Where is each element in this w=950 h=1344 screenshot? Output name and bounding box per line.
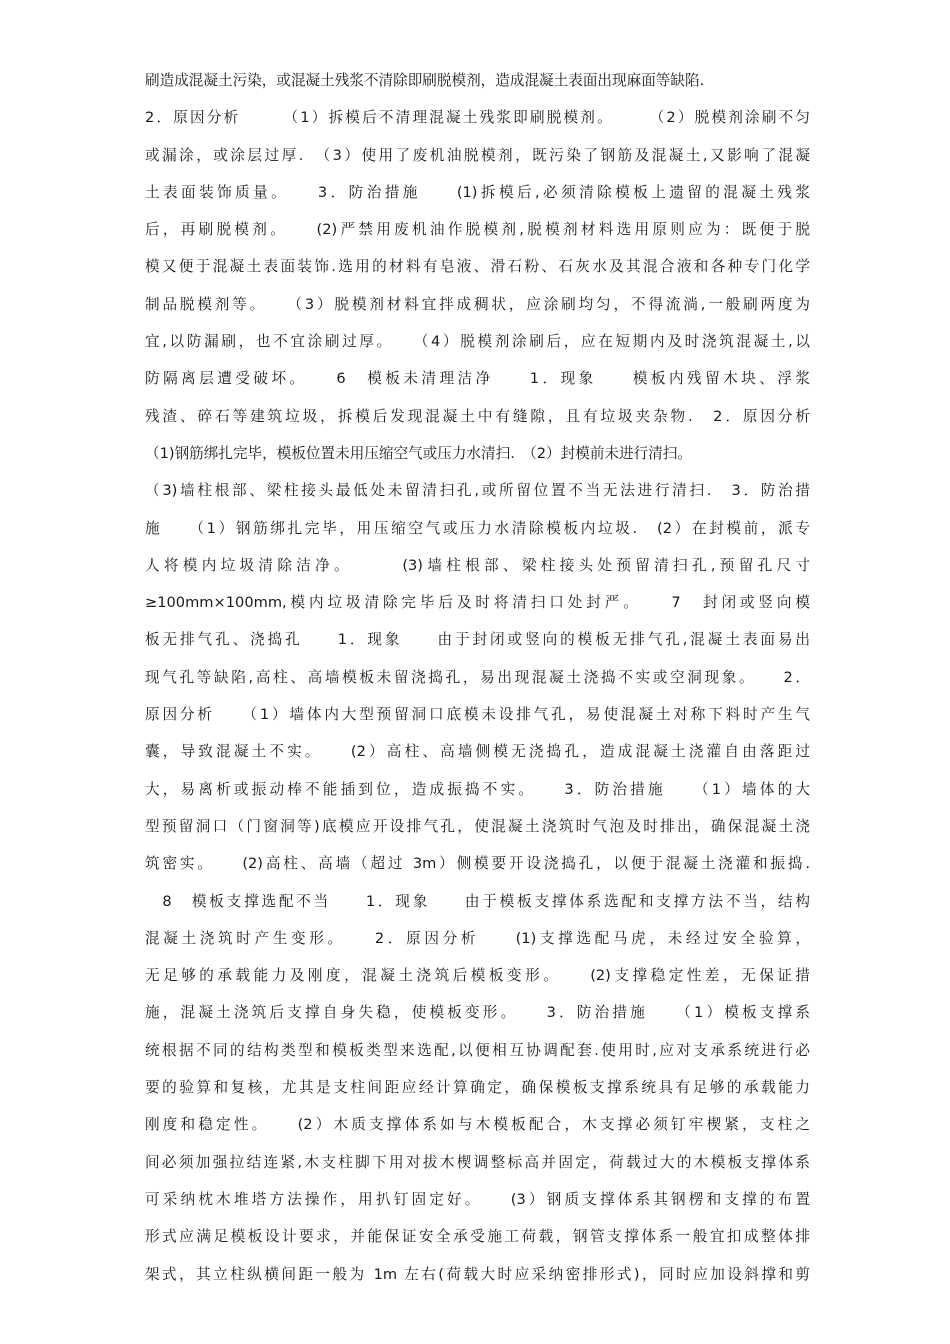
text-line: 可采纳枕木堆塔方法操作，用扒钉固定好。 (3）钢质支撑体系其钢楞和支撑的布置	[145, 1190, 810, 1208]
text-line: 筑密实。 (2)高柱、高墙（超过 3m）侧模要开设浇捣孔，以便于混凝土浇灌和振捣.	[145, 855, 810, 873]
text-line: 人将模内垃圾清除洁净。 (3)墙柱根部、梁柱接头处预留清扫孔,预留孔尺寸	[145, 556, 810, 574]
text-line: ≥100mm×100mm,模内垃圾清除完毕后及时将清扫口处封严。 7 封闭或竖向模	[145, 594, 810, 612]
text-line: 现气孔等缺陷,高柱、高墙模板未留浇捣孔，易出现混凝土浇捣不实或空洞现象。 2．	[145, 668, 810, 686]
body-text	[145, 62, 810, 1293]
text-line: 囊，导致混凝土不实。 (2）高柱、高墙侧模无浇捣孔，造成混凝土浇灌自由落距过	[145, 743, 810, 761]
text-line: （1)钢筋绑扎完毕，模板位置未用压缩空气或压力水清扫. （2）封模前未进行清扫。	[145, 444, 692, 462]
text-line: 宜,以防漏刷，也不宜涂刷过厚。 （4）脱模剂涂刷后，应在短期内及时浇筑混凝土,以	[145, 333, 810, 351]
text-line: 原因分析 （1）墙体内大型预留洞口底模未设排气孔，易使混凝土对称下料时产生气	[145, 706, 810, 724]
text-line: 架式，其立柱纵横间距一般为 1m 左右(荷载大时应采纳密排形式)，同时应加设斜撑和剪	[145, 1265, 810, 1283]
text-line: 2．原因分析 （1）拆模后不清理混凝土残浆即刷脱模剂。 （2）脱模剂涂刷不匀	[145, 109, 810, 127]
text-line: 无足够的承载能力及刚度，混凝土浇筑后模板变形。 (2)支撑稳定性差，无保证措	[145, 967, 810, 985]
text-line: 防隔离层遭受破坏。 6 模板未清理洁净 1．现象 模板内残留木块、浮浆	[145, 370, 810, 388]
text-line: 型预留洞口（门窗洞等)底模应开设排气孔，使混凝土浇筑时气泡及时排出，确保混凝土浇	[145, 817, 810, 835]
text-line: 制品脱模剂等。 （3）脱模剂材料宜拌成稠状，应涂刷均匀，不得流淌,一般刷两度为	[145, 295, 810, 313]
text-line: 刷造成混凝土污染，或混凝土残浆不清除即刷脱模剂，造成混凝土表面出现麻面等缺陷.	[145, 72, 705, 89]
text-line: 间必须加强拉结连紧,木支柱脚下用对拔木楔调整标高并固定，荷载过大的木模板支撑体系	[145, 1153, 810, 1171]
text-line: 混凝土浇筑时产生变形。 2．原因分析 (1)支撑选配马虎，未经过安全验算，	[145, 929, 810, 947]
text-line: （3)墙柱根部、梁柱接头最低处未留清扫孔,或所留位置不当无法进行清扫. 3．防治措	[145, 482, 810, 500]
text-line: 土表面装饰质量。 3．防治措施 (1)拆模后,必须清除模板上遗留的混凝土残浆	[145, 183, 810, 201]
text-line: 后，再刷脱模剂。 (2)严禁用废机油作脱模剂,脱模剂材料选用原则应为：既便于脱	[145, 221, 810, 239]
text-line: 统根据不同的结构类型和模板类型来选配,以便相互协调配套.使用时,应对支承系统进行必	[145, 1041, 810, 1059]
text-line: 模又便于混凝土表面装饰.选用的材料有皂液、滑石粉、石灰水及其混合液和各种专门化学	[145, 258, 810, 276]
text-line: 或漏涂，或涂层过厚. （3）使用了废机油脱模剂，既污染了钢筋及混凝土,又影响了混凝	[145, 146, 810, 164]
text-line: 施，混凝土浇筑后支撑自身失稳，使模板变形。 3．防治措施 （1）模板支撑系	[145, 1004, 810, 1022]
text-line: 板无排气孔、浇捣孔 1．现象 由于封闭或竖向的模板无排气孔,混凝土表面易出	[145, 631, 810, 649]
text-line: 要的验算和复核，尤其是支柱间距应经计算确定，确保模板支撑系统具有足够的承载能力	[145, 1079, 810, 1097]
text-line: 大，易离析或振动棒不能插到位，造成振捣不实。 3．防治措施 （1）墙体的大	[145, 780, 810, 798]
text-line: 残渣、碎石等建筑垃圾，拆模后发现混凝土中有缝隙，且有垃圾夹杂物. 2．原因分析	[145, 407, 810, 425]
text-line: 刚度和稳定性。 (2）木质支撑体系如与木模板配合，木支撑必须钉牢楔紧，支柱之	[145, 1116, 810, 1134]
text-line: 形式应满足模板设计要求，并能保证安全承受施工荷载，钢管支撑体系一般宜扣成整体排	[145, 1228, 810, 1246]
text-line: 施 （1）钢筋绑扎完毕，用压缩空气或压力水清除模板内垃圾. (2）在封模前，派专	[145, 519, 810, 537]
text-line: 8 模板支撑选配不当 1．现象 由于模板支撑体系选配和支撑方法不当，结构	[145, 892, 810, 910]
